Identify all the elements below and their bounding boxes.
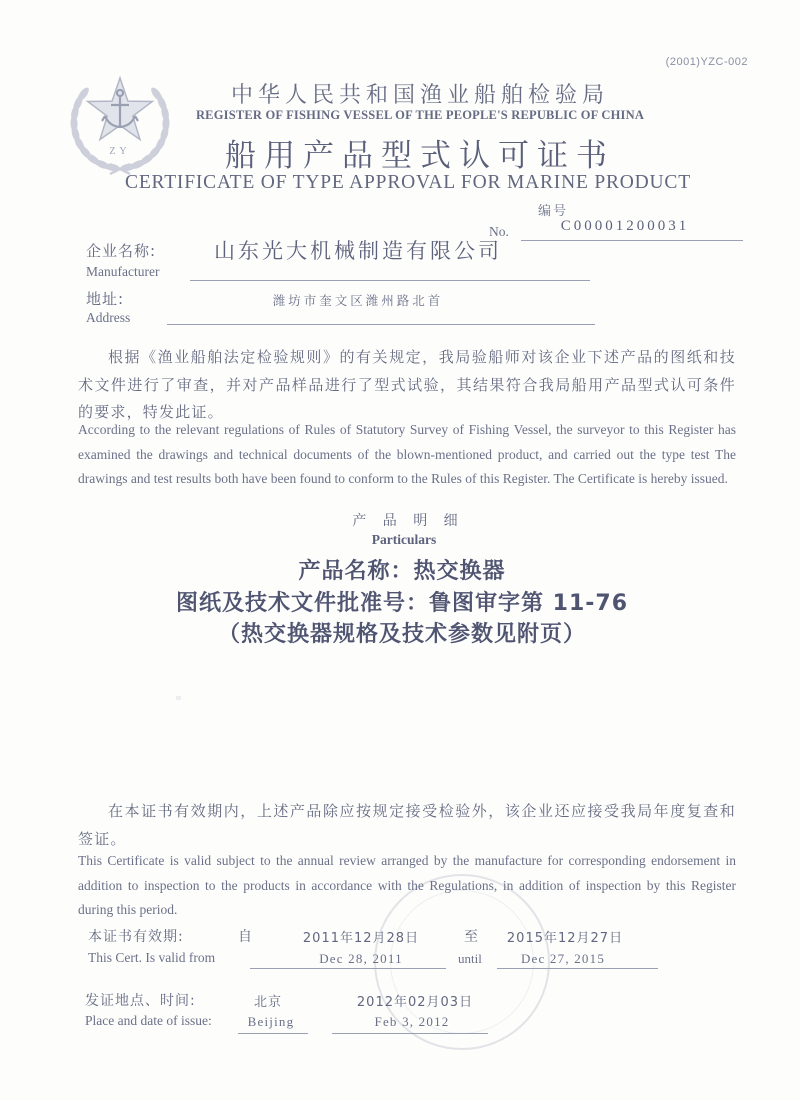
address-label-en: Address xyxy=(86,310,131,325)
validity-to-underline xyxy=(497,968,658,969)
address-value: 潍坊市奎文区潍州路北首 xyxy=(272,293,444,308)
issue-label-en: Place and date of issue: xyxy=(85,1013,212,1028)
validity-to-prefix: 至 xyxy=(464,929,478,945)
validity-from-date-cn: 2011年12月28日 xyxy=(302,931,420,946)
number-label-cn: 编号 xyxy=(538,204,569,219)
issue-date-underline xyxy=(332,1033,488,1034)
manufacturer-label-en: Manufacturer xyxy=(86,264,160,279)
issue-place-cn: 北京 xyxy=(253,995,283,1010)
validity-label-en: This Cert. Is valid from xyxy=(88,950,216,965)
validity-to-date-cn: 2015年12月27日 xyxy=(506,931,624,946)
cert-title-en: CERTIFICATE OF TYPE APPROVAL FOR MARINE PRODUCT xyxy=(125,172,691,193)
validity-to-date-en: Dec 27, 2015 xyxy=(520,951,606,966)
number-underline xyxy=(521,240,743,241)
particulars-heading-en: Particulars xyxy=(371,532,437,547)
issue-date-en: Feb 3, 2012 xyxy=(374,1014,450,1029)
doc-code: (2001)YZC-002 xyxy=(665,56,748,68)
manufacturer-value: 山东光大机械制造有限公司 xyxy=(214,239,502,263)
manufacturer-underline xyxy=(190,280,590,281)
address-label-cn: 地址: xyxy=(86,290,125,308)
validity-from-prefix: 自 xyxy=(238,929,252,945)
issue-date-cn: 2012年02月03日 xyxy=(356,995,474,1010)
org-name-en: REGISTER OF FISHING VESSEL OF THE PEOPLE'S REPUBLIC OF CHINA xyxy=(195,108,645,122)
cert-title-cn: 船用产品型式认可证书 xyxy=(225,138,615,174)
issue-label-cn: 发证地点、时间: xyxy=(85,993,196,1009)
validity-from-underline xyxy=(250,968,446,969)
validity-until-label: until xyxy=(458,951,482,966)
particulars-heading-cn: 产 品 明 细 xyxy=(352,513,464,529)
star-anchor-wreath-icon xyxy=(58,64,182,182)
issue-place-en: Beijing xyxy=(247,1014,295,1029)
number-value: C00001200031 xyxy=(560,218,690,234)
validity-label-cn: 本证书有效期: xyxy=(88,929,184,945)
spec-note: （热交换器规格及技术参数见附页） xyxy=(217,622,587,647)
org-name-cn: 中华人民共和国渔业船舶检验局 xyxy=(230,83,610,108)
product-name: 产品名称：热交换器 xyxy=(298,559,506,584)
number-label-en: No. xyxy=(489,224,509,239)
register-emblem xyxy=(58,64,182,182)
regulation-paragraph-cn: 根据《渔业船舶法定检验规则》的有关规定，我局验船师对该企业下述产品的图纸和技术文件进行了审查，并对产品样品进行了型式试验，其结果符合我局船用产品型式认可条件的要求，特发此证。 xyxy=(78,348,736,421)
regulation-paragraph-en: According to the relevant regulations of Rules of Statutory Survey of Fishing Vessel, the surveyor to this Register has examined the drawings and technical documents of the blown-mentioned product, and carried out the type test The drawings and test results both have been found to conform to the Rules of this Register. The Certificate is hereby issued. xyxy=(78,422,736,486)
approval-number: 图纸及技术文件批准号：鲁图审字第 11-76 xyxy=(175,591,629,616)
address-underline xyxy=(167,324,595,325)
validity-from-date-en: Dec 28, 2011 xyxy=(319,951,403,966)
annual-review-paragraph-cn: 在本证书有效期内，上述产品除应按规定接受检验外，该企业还应接受我局年度复查和签证。 xyxy=(78,802,736,848)
scan-artifact xyxy=(176,696,181,700)
issue-place-underline xyxy=(238,1033,308,1034)
emblem-letters: ZY xyxy=(109,146,131,157)
annual-review-paragraph-en: This Certificate is valid subject to the annual review arranged by the manufacture for corresponding endorsement in addition to inspection to the products in accordance with the Regulations, in addition of inspection by this Register during this period. xyxy=(78,853,736,917)
manufacturer-label-cn: 企业名称: xyxy=(86,242,157,260)
